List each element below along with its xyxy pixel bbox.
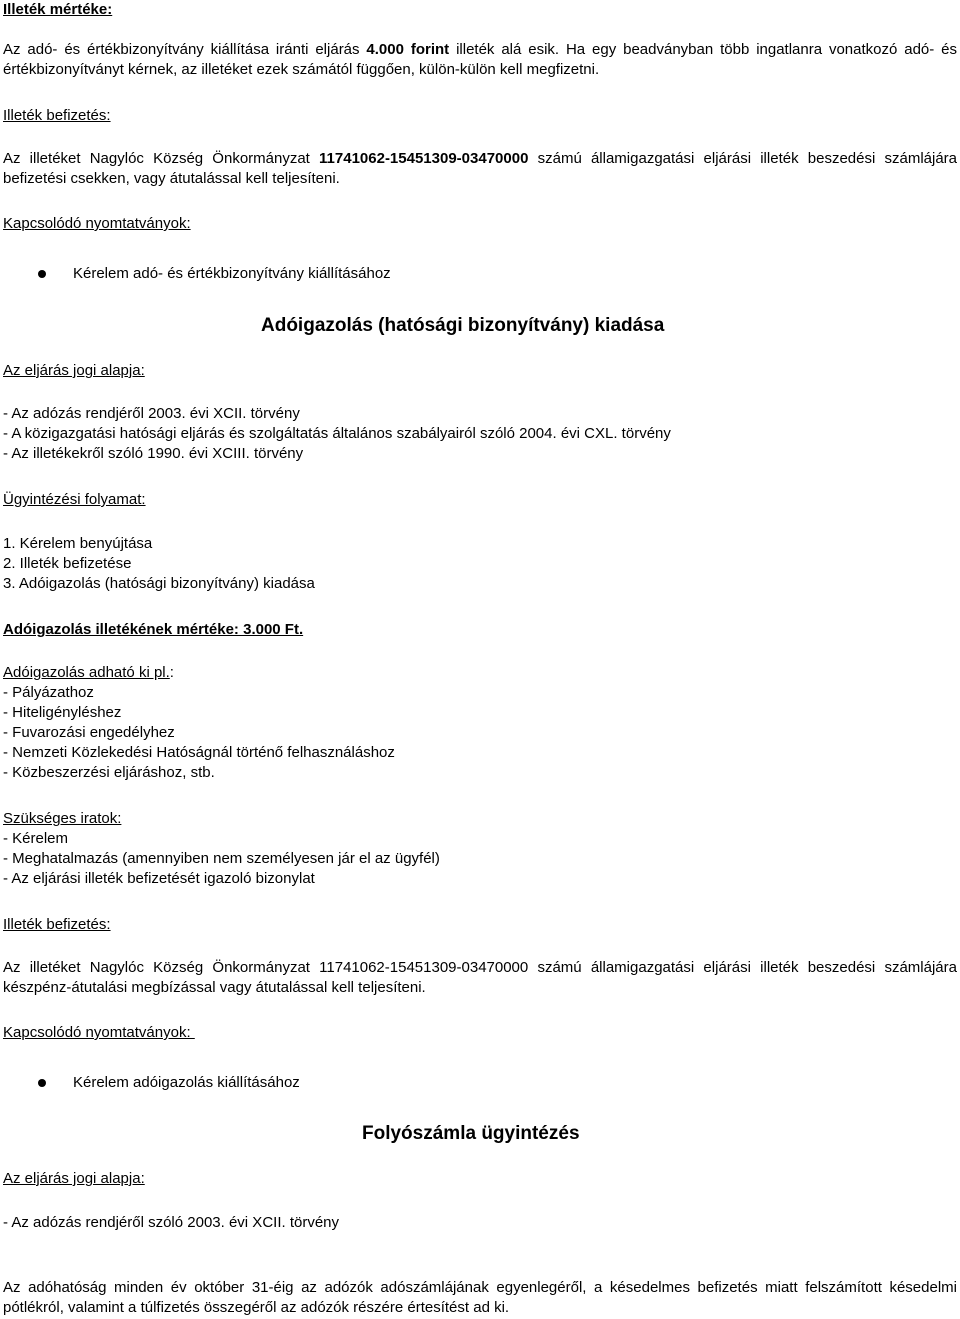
fee-text-a: Az adó- és értékbizonyítvány kiállítása iránti eljárás bbox=[3, 41, 367, 58]
certificate-fee: Adóigazolás illetékének mértéke: 3.000 Ft. bbox=[3, 621, 304, 638]
process-heading: Ügyintézési folyamat: bbox=[3, 491, 146, 508]
fee-payment-heading: Illeték befizetés: bbox=[3, 107, 111, 124]
use-item: - Fuvarozási engedélyhez bbox=[3, 724, 175, 741]
legal-basis-heading: Az eljárás jogi alapja: bbox=[3, 362, 145, 379]
fee-payment-heading-2: Illeték befizetés: bbox=[3, 916, 111, 933]
legal-item: - Az adózás rendjéről 2003. évi XCII. törvény bbox=[3, 405, 300, 422]
bullet-icon bbox=[38, 1079, 46, 1087]
section-title-tax-certificate: Adóigazolás (hatósági bizonyítvány) kiadása bbox=[261, 315, 665, 336]
doc-item: - Kérelem bbox=[3, 830, 69, 847]
required-docs-heading: Szükséges iratok: bbox=[3, 810, 122, 827]
account-notice-paragraph: Az adóhatóság minden év október 31-éig az adózók adószámlájának egyenlegéről, a késedelmes befizetés miatt felszámított késedelmi pótlékról, valamint a túlfizetés összegéről az adózók részére értesítést ad ki. bbox=[3, 1279, 957, 1316]
fee-amount-paragraph bbox=[3, 40, 957, 80]
legal-basis-item-2: - Az adózás rendjéről szóló 2003. évi XCII. törvény bbox=[3, 1214, 340, 1231]
related-forms-heading-2: Kapcsolódó nyomtatványok: bbox=[3, 1024, 195, 1041]
process-step: 1. Kérelem benyújtása bbox=[3, 535, 153, 552]
uses-list bbox=[3, 683, 957, 783]
payment-text-a: Az illetéket Nagylóc Község Önkormányzat bbox=[3, 150, 320, 167]
uses-heading-text: Adóigazolás adható ki pl. bbox=[3, 664, 170, 681]
legal-item: - A közigazgatási hatósági eljárás és szolgáltatás általános szabályairól szóló 2004. évi CXL. törvény bbox=[3, 425, 671, 442]
fee-amount-heading: Illeték mértéke: bbox=[3, 1, 113, 18]
use-item: - Közbeszerzési eljáráshoz, stb. bbox=[3, 764, 215, 781]
process-step: 2. Illeték befizetése bbox=[3, 555, 132, 572]
related-form-link-2[interactable]: Kérelem adóigazolás kiállításához bbox=[73, 1074, 300, 1091]
doc-item: - Meghatalmazás (amennyiben nem személyesen jár el az ügyfél) bbox=[3, 850, 440, 867]
bullet-icon bbox=[38, 270, 46, 278]
fee-value: 4.000 forint bbox=[366, 41, 450, 58]
legal-basis-heading-2: Az eljárás jogi alapja: bbox=[3, 1170, 145, 1187]
section-title-account: Folyószámla ügyintézés bbox=[362, 1123, 580, 1144]
required-docs-list bbox=[3, 829, 957, 889]
uses-heading-colon: : bbox=[169, 664, 174, 681]
fee-text-c: illeték alá esik. Ha egy beadványban több ingatlanra vonatkozó adó- és értékbizonyítványt kérnek, az illetéket ezek számától függően, külön-külön kell megfizetni. bbox=[3, 41, 958, 78]
legal-item: - Az illetékekről szóló 1990. évi XCIII. törvény bbox=[3, 445, 304, 462]
use-item: - Nemzeti Közlekedési Hatóságnál történő felhasználáshoz bbox=[3, 744, 395, 761]
process-step: 3. Adóigazolás (hatósági bizonyítvány) kiadása bbox=[3, 575, 315, 592]
process-list bbox=[3, 534, 957, 594]
related-forms-heading: Kapcsolódó nyomtatványok: bbox=[3, 215, 191, 232]
related-form-link[interactable]: Kérelem adó- és értékbizonyítvány kiállításához bbox=[73, 265, 391, 282]
account-number: 11741062-15451309-03470000 bbox=[319, 150, 529, 167]
legal-basis-list bbox=[3, 404, 957, 464]
uses-heading bbox=[3, 663, 957, 683]
use-item: - Pályázathoz bbox=[3, 684, 94, 701]
fee-payment-paragraph-2: Az illetéket Nagylóc Község Önkormányzat 11741062-15451309-03470000 számú államigazgatási eljárási illeték beszedési számlájára készpénz-átutalási megbízással vagy átutalással kell teljesíteni. bbox=[3, 959, 957, 996]
doc-item: - Az eljárási illeték befizetését igazoló bizonylat bbox=[3, 870, 315, 887]
use-item: - Hiteligényléshez bbox=[3, 704, 122, 721]
payment-text-c: számú államigazgatási eljárási illeték beszedési számlájára befizetési csekken, vagy átutalással kell teljesíteni. bbox=[3, 150, 958, 187]
fee-payment-paragraph bbox=[3, 149, 957, 189]
